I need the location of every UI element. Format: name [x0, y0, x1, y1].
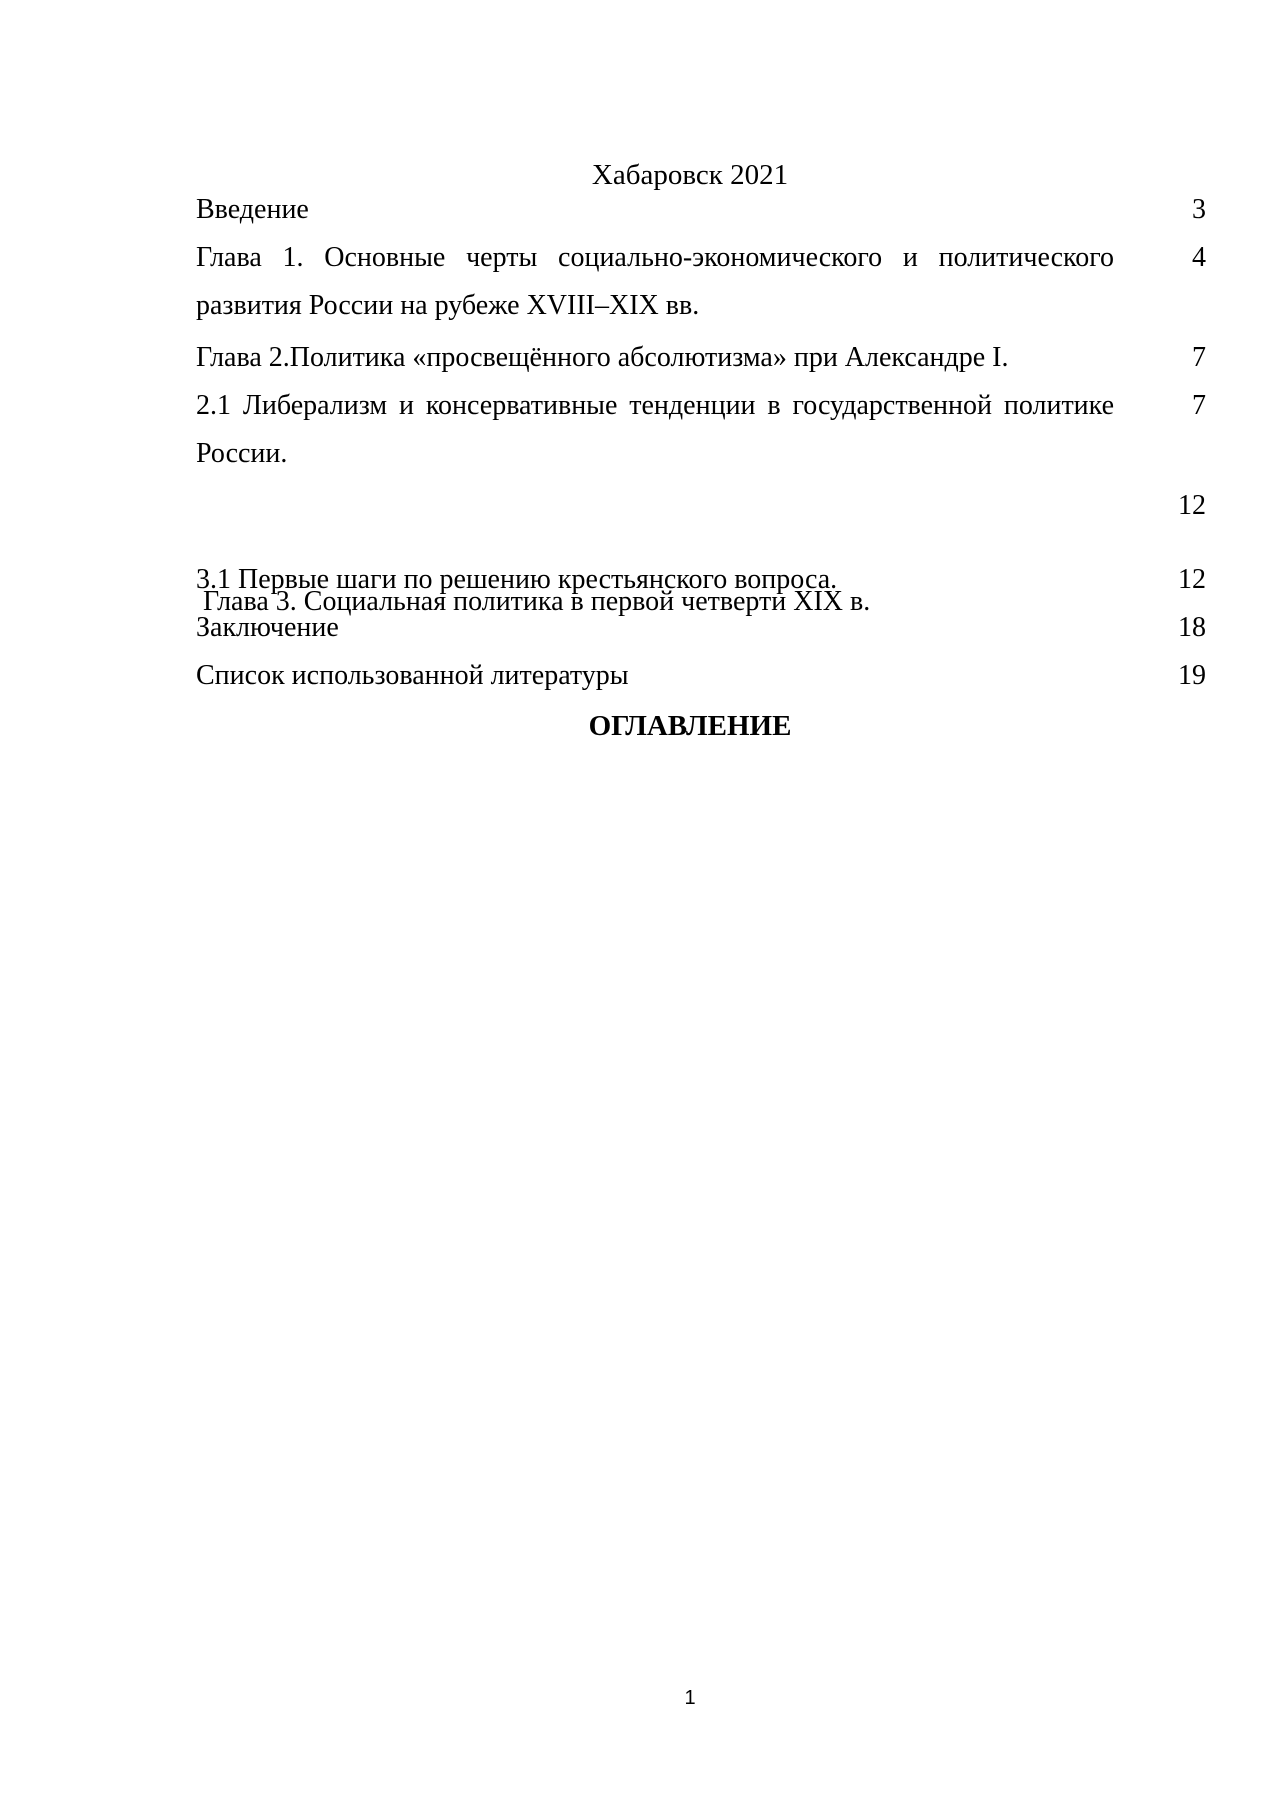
toc-entry-page: 18: [1178, 612, 1206, 643]
city-year-line: Хабаровск 2021: [591, 159, 789, 191]
toc-entry-text: 2.1 Либерализм и консервативные тенденции в государственной политике России.: [196, 390, 1114, 469]
toc-entry-conclusion[interactable]: [196, 604, 1206, 652]
toc-entry-page: 7: [1192, 342, 1206, 373]
toc-entry-page: 3: [1192, 194, 1206, 225]
toc-entry-text: 3.1 Первые шаги по решению крестьянского вопроса.: [196, 564, 838, 595]
toc-entry-chapter-1[interactable]: [196, 234, 1206, 330]
toc-entry-chapter-2[interactable]: [196, 334, 1206, 382]
toc-entry-text: Список использованной литературы: [196, 660, 629, 691]
toc-entry-section-2-1[interactable]: [196, 382, 1206, 478]
toc-entry-text: Глава 1. Основные черты социально-экономического и политического развития России на рубеже XVIII–XIX вв.: [196, 242, 1114, 321]
toc-entry-introduction[interactable]: [196, 186, 1206, 234]
toc-entry-text: Глава 3. Социальная политика в первой четверти XIX в.: [196, 586, 871, 617]
toc-entry-references[interactable]: [196, 652, 1206, 700]
toc-entry-page: 4: [1192, 242, 1206, 273]
toc-entry-text: Глава 2.Политика «просвещённого абсолютизма» при Александре I.: [196, 342, 1009, 373]
toc-entry-page: 7: [1192, 390, 1206, 421]
toc-entry-page: 19: [1178, 660, 1206, 691]
toc-entry-page: 12: [1178, 490, 1206, 521]
toc-entry-page: 12: [1178, 564, 1206, 595]
toc-title: ОГЛАВЛЕНИЕ: [588, 710, 792, 742]
page-number: 1: [684, 1687, 696, 1709]
toc-entry-text: Введение: [196, 194, 309, 225]
toc-entry-section-3-1[interactable]: [196, 556, 1206, 604]
toc-entry-text: Заключение: [196, 612, 339, 643]
